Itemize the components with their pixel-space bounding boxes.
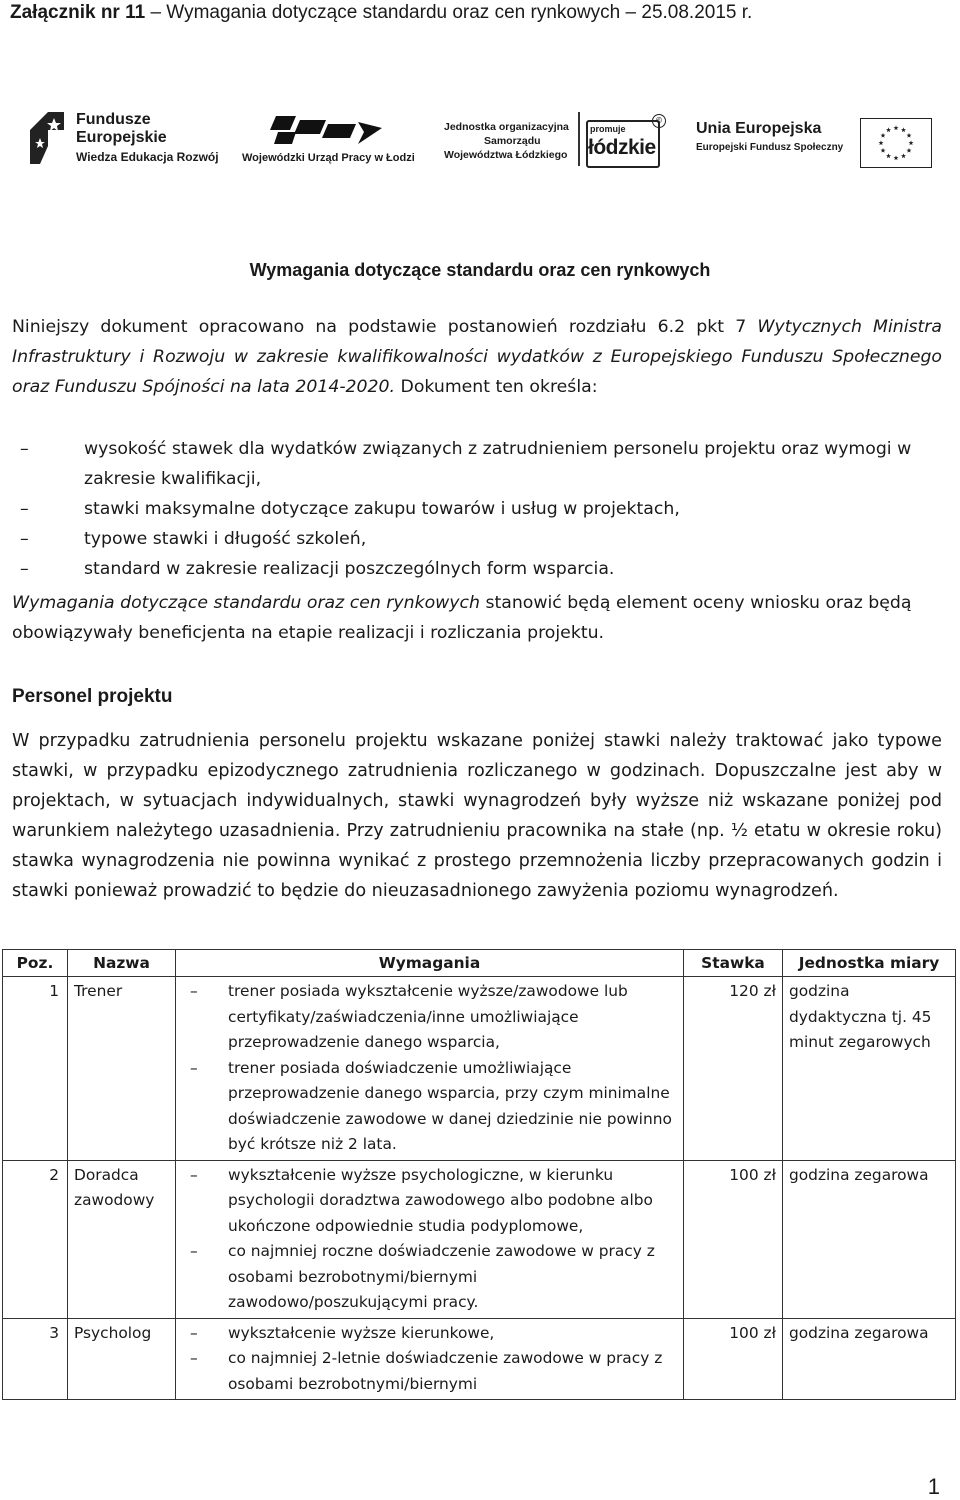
header-nazwa: Nazwa bbox=[68, 950, 176, 977]
row-rate: 120 zł bbox=[684, 977, 783, 1161]
header-poz: Poz. bbox=[3, 950, 68, 977]
table-row bbox=[3, 1160, 956, 1318]
logo-divider bbox=[578, 112, 580, 166]
promuje-lodzkie-logo bbox=[586, 114, 666, 164]
row-unit: godzina zegarowa bbox=[783, 1160, 956, 1318]
section-heading: Personel projektu bbox=[12, 686, 173, 707]
row-rate: 100 zł bbox=[684, 1318, 783, 1400]
requirements-italic: Wymagania dotyczące standardu oraz cen rynkowych bbox=[12, 593, 480, 613]
rates-table bbox=[2, 949, 956, 1400]
row-name: Doradca zawodowy bbox=[68, 1160, 176, 1318]
attachment-label: Załącznik nr 11 bbox=[10, 2, 146, 23]
fe-line2: Europejskie bbox=[76, 129, 167, 146]
eu-star bbox=[901, 153, 906, 158]
promuje-small: promuje bbox=[590, 124, 626, 134]
eu-star bbox=[881, 148, 886, 153]
requirement-item: – trener posiada doświadczenie umożliwiające przeprowadzenie danego wsparcia, przy czym minimalne doświadczenie zawodowe w danej dziedzinie nie powinno być krótsze niż 2 lata. bbox=[190, 1058, 672, 1153]
jo-line3: Województwa Łódzkiego bbox=[444, 149, 568, 161]
intro-paragraph bbox=[12, 312, 942, 402]
table-row bbox=[3, 977, 956, 1161]
wup-logo bbox=[242, 114, 415, 170]
requirements-rest: stanowić będą element oceny wniosku oraz będą obowiązywały beneficjenta na etapie realizacji i rozliczania projektu. bbox=[12, 593, 912, 643]
eu-star bbox=[909, 140, 914, 145]
list-item: – wysokość stawek dla wydatków związanych z zatrudnieniem personelu projektu oraz wymogi w zakresie kwalifikacji, bbox=[20, 439, 912, 489]
row-unit: godzina dydaktyczna tj. 45 minut zegarowych bbox=[783, 977, 956, 1161]
eu-star bbox=[907, 133, 912, 138]
eu-star bbox=[879, 140, 884, 145]
logo-bar bbox=[20, 100, 940, 180]
promuje-big: łódzkie bbox=[588, 136, 656, 159]
list-item: – stawki maksymalne dotyczące zakupu towarów i usług w projektach, bbox=[20, 499, 680, 519]
table-row bbox=[3, 1318, 956, 1400]
row-number: 3 bbox=[3, 1318, 68, 1400]
unia-europejska-logo bbox=[696, 120, 856, 164]
fe-line1: Fundusze bbox=[76, 111, 151, 128]
wup-arrows-icon bbox=[266, 114, 386, 148]
row-requirements bbox=[176, 1318, 684, 1400]
eu-star bbox=[894, 155, 899, 160]
row-requirements bbox=[176, 1160, 684, 1318]
wup-name: Wojewódzki Urząd Pracy w Łodzi bbox=[242, 152, 415, 164]
row-name: Psycholog bbox=[68, 1318, 176, 1400]
document-title: Wymagania dotyczące standardu oraz cen rynkowych bbox=[249, 260, 711, 280]
requirement-item: – co najmniej 2-letnie doświadczenie zawodowe w pracy z osobami bezrobotnymi/biernymi bbox=[190, 1349, 663, 1393]
row-number: 2 bbox=[3, 1160, 68, 1318]
copyright-icon: © bbox=[652, 114, 666, 128]
requirement-item: – wykształcenie wyższe kierunkowe, bbox=[190, 1323, 495, 1342]
row-name: Trener bbox=[68, 977, 176, 1161]
eu-star bbox=[907, 148, 912, 153]
fe-line3: Wiedza Edukacja Rozwój bbox=[76, 150, 219, 164]
eu-star bbox=[886, 127, 891, 132]
row-requirements bbox=[176, 977, 684, 1161]
fundusze-europejskie-logo bbox=[20, 106, 220, 170]
fe-star-icon bbox=[28, 110, 66, 166]
requirements-paragraph bbox=[12, 588, 942, 648]
intro-start: Niniejszy dokument opracowano na podstawie postanowień rozdziału 6.2 pkt 7 bbox=[12, 317, 758, 337]
eu-star bbox=[901, 127, 906, 132]
requirement-item: – wykształcenie wyższe psychologiczne, w kierunku psychologii doradztwa zawodowego albo podobne albo ukończone odpowiednie studia podyplomowe, bbox=[190, 1165, 653, 1235]
intro-italic: Wytycznych Ministra Infrastruktury i Rozwoju w zakresie kwalifikowalności wydatków z Europejskiego Funduszu Społecznego oraz Funduszu Spójności na lata 2014-2020. bbox=[12, 317, 942, 397]
requirement-item: – co najmniej roczne doświadczenie zawodowe w pracy z osobami bezrobotnymi/biernymi zawodowo/poszukującymi pracy. bbox=[190, 1242, 655, 1311]
table-header-row bbox=[3, 950, 956, 977]
eu-star bbox=[881, 133, 886, 138]
intro-end: Dokument ten określa: bbox=[395, 377, 598, 397]
list-item: – standard w zakresie realizacji poszczególnych form wsparcia. bbox=[20, 559, 615, 579]
list-item: – typowe stawki i długość szkoleń, bbox=[20, 529, 367, 549]
scope-list bbox=[18, 434, 942, 584]
header-wymagania: Wymagania bbox=[176, 950, 684, 977]
requirement-item: – trener posiada wykształcenie wyższe/zawodowe lub certyfikaty/zaświadczenia/inne umożliwiające przeprowadzenie danego wsparcia, bbox=[190, 982, 628, 1051]
ue-line1: Unia Europejska bbox=[696, 120, 822, 137]
page-number: 1 bbox=[927, 1474, 940, 1499]
attachment-text: – Wymagania dotyczące standardu oraz cen rynkowych – 25.08.2015 r. bbox=[145, 2, 753, 23]
jo-line1: Jednostka organizacyjna bbox=[444, 121, 569, 133]
row-unit: godzina zegarowa bbox=[783, 1318, 956, 1400]
row-rate: 100 zł bbox=[684, 1160, 783, 1318]
header-jednostka: Jednostka miary bbox=[783, 950, 956, 977]
header-stawka: Stawka bbox=[684, 950, 783, 977]
section-paragraph: W przypadku zatrudnienia personelu projektu wskazane poniżej stawki należy traktować jako typowe stawki, w przypadku epizodycznego zatrudnienia rozliczanego w godzinach. Dopuszczalne jest aby w projektach, w sytuacjach indywidualnych, stawki wynagrodzeń były wyższe niż wskazane poniżej pod warunkiem należytego uzasadnienia. Przy zatrudnieniu pracownika na stałe (np. ½ etatu w okresie roku) stawka wynagrodzenia nie powinna wynikać z prostego przemnożenia liczby przepracowanych godzin i stawki ponieważ prowadzić to będzie do nieuzasadnionego zawyżenia poziomu wynagrodzeń. bbox=[12, 731, 942, 901]
row-number: 1 bbox=[3, 977, 68, 1161]
eu-star bbox=[886, 153, 891, 158]
attachment-header bbox=[10, 2, 752, 24]
eu-star bbox=[894, 125, 899, 130]
jo-line2: Samorządu bbox=[484, 135, 541, 147]
ue-line2: Europejski Fundusz Społeczny bbox=[696, 142, 844, 153]
eu-flag-icon bbox=[860, 118, 932, 168]
jednostka-organizacyjna-logo bbox=[444, 120, 574, 168]
